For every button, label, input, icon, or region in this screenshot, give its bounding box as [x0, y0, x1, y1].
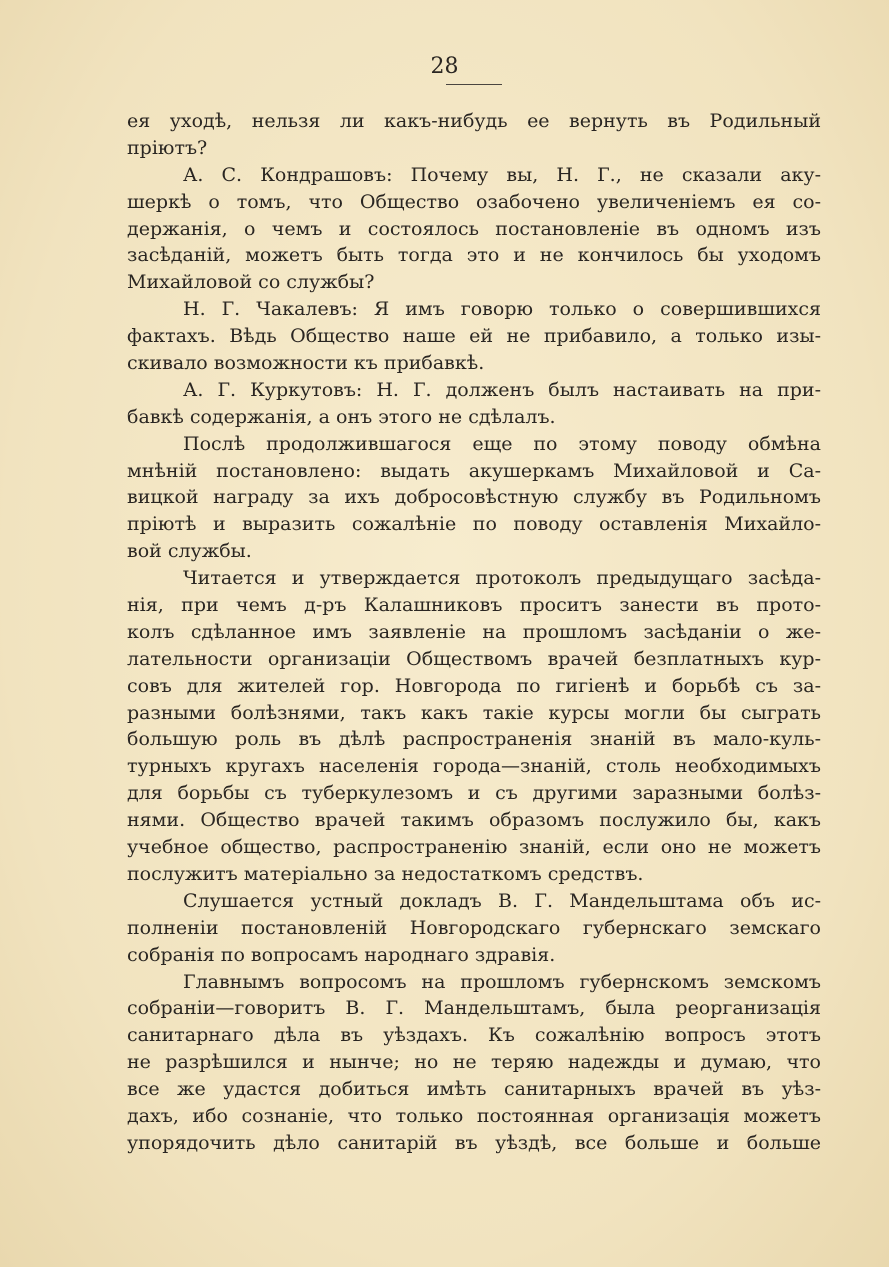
text-line: шеркѣ о томъ, что Общество озабочено увеличеніемъ ея со- [127, 190, 821, 213]
page-number: 28 [430, 54, 459, 79]
paragraph [127, 377, 821, 431]
paragraph [127, 969, 821, 1157]
text-line: А. С. Кондрашовъ: Почему вы, Н. Г., не сказали аку- [183, 163, 821, 186]
text-line: Слушается устный докладъ В. Г. Мандельштама объ ис- [183, 889, 821, 912]
paragraph [127, 162, 821, 296]
text-line: бавкѣ содержанія, а онъ этого не сдѣлалъ. [127, 405, 556, 428]
text-line: засѣданій, можетъ быть тогда это и не кончилось бы уходомъ [127, 244, 821, 267]
paragraph [127, 565, 821, 888]
text-line: ея уходѣ, нельзя ли какъ-нибудь ее вернуть въ Родильный [127, 110, 821, 132]
text-line: вой службы. [127, 540, 252, 563]
text-line: учебное общество, распространенію знаній, если оно не можетъ [127, 836, 821, 859]
paragraph [127, 888, 821, 969]
text-line: для борьбы съ туберкулезомъ и съ другими заразными болѣз- [127, 782, 821, 805]
text-line: пріютѣ и выразить сожалѣніе по поводу оставленія Михайло- [127, 513, 821, 536]
text-line: Читается и утверждается протоколъ предыдущаго засѣда- [183, 567, 821, 590]
text-line: фактахъ. Вѣдь Общество наше ей не прибавило, а только изы- [127, 325, 821, 348]
text-line: колъ сдѣланное имъ заявленіе на прошломъ засѣданіи о же- [127, 620, 821, 643]
paragraph [127, 296, 821, 377]
text-line: пріютъ? [127, 136, 208, 159]
text-line: нія, при чемъ д-ръ Калашниковъ проситъ занести въ прото- [127, 594, 821, 617]
text-line: не разрѣшился и нынче; но не теряю надежды и думаю, что [127, 1051, 821, 1074]
text-line: послужитъ матеріально за недостаткомъ средствъ. [127, 862, 644, 885]
body-text [127, 108, 821, 1157]
text-line: полненіи постановленій Новгородскаго губернскаго земскаго [127, 916, 821, 939]
text-line: разными болѣзнями, такъ какъ такіе курсы могли бы сыграть [127, 701, 821, 724]
text-line: скивало возможности къ прибавкѣ. [127, 352, 485, 375]
text-line: Н. Г. Чакалевъ: Я имъ говорю только о совершившихся [183, 298, 821, 321]
text-line: держанія, о чемъ и состоялось постановленіе въ одномъ изъ [127, 217, 821, 240]
text-line: вицкой награду за ихъ добросовѣстную службу въ Родильномъ [127, 486, 821, 509]
paragraph [127, 108, 821, 162]
text-line: собраніи—говоритъ В. Г. Мандельштамъ, была реорганизація [127, 997, 821, 1020]
text-line: Главнымъ вопросомъ на прошломъ губернскомъ земскомъ [183, 970, 821, 993]
text-line: санитарнаго дѣла въ уѣздахъ. Къ сожалѣнію вопросъ этотъ [127, 1024, 821, 1047]
text-line: совъ для жителей гор. Новгорода по гигіенѣ и борьбѣ съ за- [127, 674, 821, 697]
text-line: Михайловой со службы? [127, 271, 375, 294]
text-line: А. Г. Куркутовъ: Н. Г. долженъ былъ настаивать на при- [183, 378, 821, 401]
paragraph [127, 431, 821, 565]
text-line: упорядочить дѣло санитарій въ уѣздѣ, все больше и больше [127, 1131, 821, 1154]
text-line: Послѣ продолжившагося еще по этому поводу обмѣна [183, 432, 821, 455]
text-line: нями. Общество врачей такимъ образомъ послужило бы, какъ [127, 809, 821, 832]
text-line: мнѣній постановлено: выдать акушеркамъ Михайловой и Са- [127, 459, 821, 482]
text-line: все же удастся добиться имѣть санитарныхъ врачей въ уѣз- [127, 1078, 821, 1101]
text-line: дахъ, ибо сознаніе, что только постоянная организація можетъ [127, 1104, 821, 1127]
page-number-underline [446, 84, 502, 85]
text-line: большую роль въ дѣлѣ распространенія знаній въ мало-куль- [127, 728, 821, 751]
text-line: турныхъ кругахъ населенія города—знаній, столь необходимыхъ [127, 755, 821, 778]
text-line: лательности организаціи Обществомъ врачей безплатныхъ кур- [127, 647, 821, 670]
text-line: собранія по вопросамъ народнаго здравія. [127, 943, 556, 966]
